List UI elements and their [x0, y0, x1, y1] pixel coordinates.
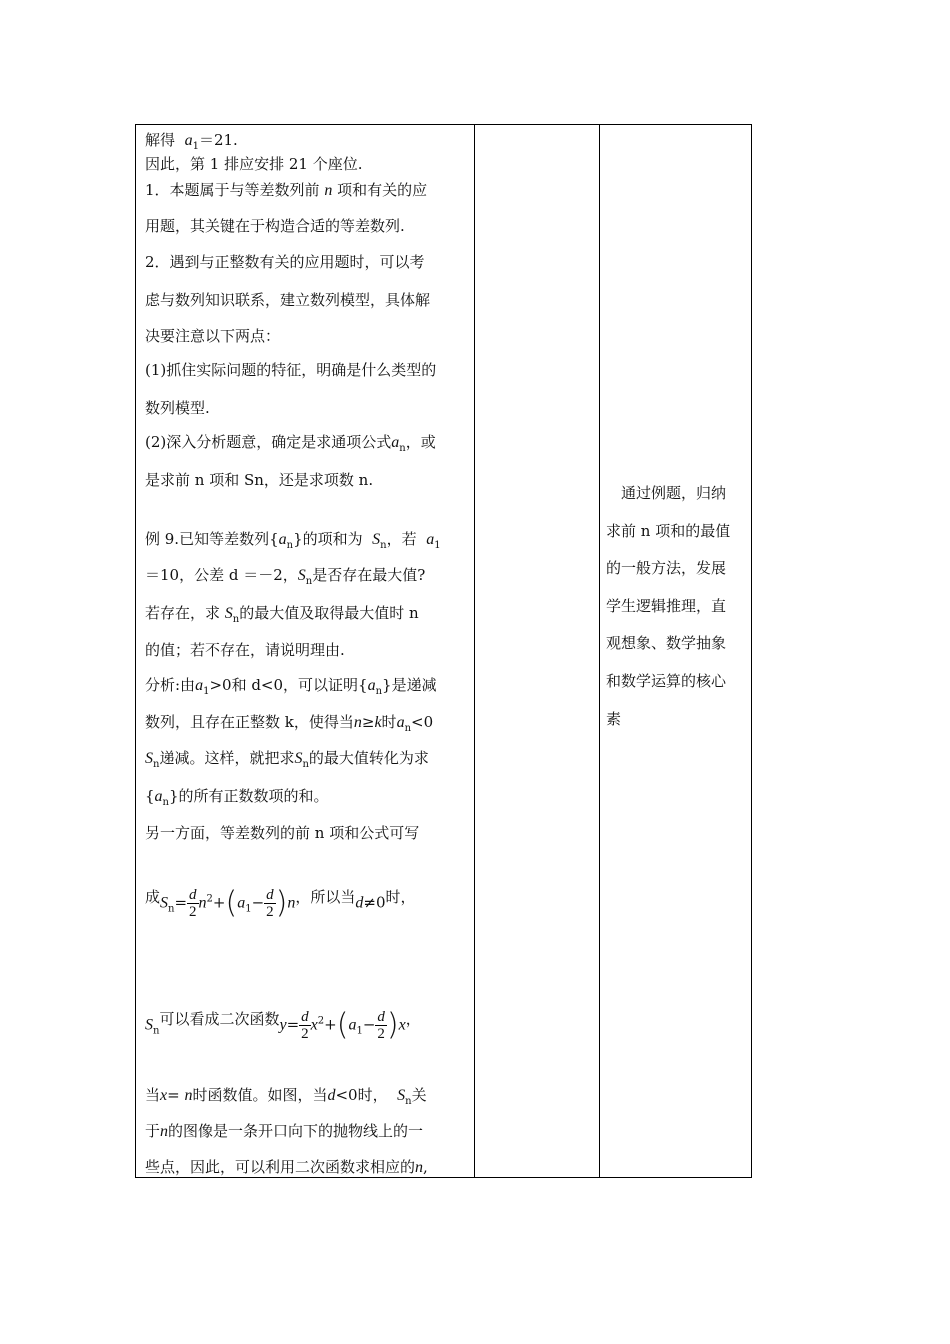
- line-point2: (2)深入分析题意，确定是求通项公式$a_n$，或: [145, 433, 436, 454]
- line-graph-note-cont2: 些点，因此，可以利用二次函数求相应的n,: [145, 1158, 428, 1176]
- design-intent-column: [606, 475, 748, 738]
- fraction-d-over-2: $\frac{d}{2}$: [189, 887, 197, 920]
- line-example9-cont1: ＝10，公差 d ＝－2，$S_n$是否存在最大值?: [145, 566, 426, 587]
- line-graph-note-cont1: 于n的图像是一条开口向下的抛物线上的一: [145, 1122, 424, 1140]
- line-conclusion: 因此，第 1 排应安排 21 个座位.: [145, 155, 363, 173]
- line-analysis-cont2: $S_n$递减。这样，就把求$S_n$的最大值转化为求: [145, 749, 429, 770]
- intent-line: 通过例题，归纳: [606, 484, 727, 502]
- fraction-d-over-2: $\frac{d}{2}$: [266, 887, 274, 920]
- line-note2-cont1: 虑与数列知识联系，建立数列模型，具体解: [145, 291, 431, 309]
- intent-line: 观想象、数学抽象: [606, 634, 727, 653]
- line-analysis-cont1: 数列，且存在正整数 k，使得当n≥k时$a_n<0$: [145, 713, 434, 734]
- line-example9-cont3: 的值；若不存在，请说明理由.: [145, 641, 345, 659]
- line-solution: 解得 $a_1=21$.: [145, 131, 238, 152]
- intent-line: 的一般方法，发展: [606, 559, 727, 578]
- column-divider-1: [474, 125, 475, 1177]
- line-example9: 例 9.已知等差数列$\{a_n\}$的项和为 $S_n$，若 $a_1$: [145, 530, 441, 551]
- line-point1-cont: 数列模型.: [145, 399, 210, 417]
- intent-line: 求前 n 项和的最值: [606, 521, 731, 540]
- line-sum-formula: 成$S_n=$ $\frac{d}{2}$ $n^2+(a_1-$ $\frac{d}{2}$ )n，所以当d≠0时，: [145, 885, 416, 921]
- intent-line: 学生逻辑推理，直: [606, 596, 727, 615]
- line-note1: 1．本题属于与等差数列前 n 项和有关的应: [145, 181, 428, 199]
- line-note1-cont: 用题，其关键在于构造合适的等差数列.: [145, 217, 405, 235]
- line-graph-note: 当x= n时函数值。如图，当d<0时， $S_n$关: [145, 1086, 427, 1107]
- line-note2: 2．遇到与正整数有关的应用题时，可以考: [145, 253, 425, 271]
- line-note2-cont2: 决要注意以下两点：: [145, 327, 281, 345]
- line-analysis-cont3: $\{a_n\}$的所有正数数项的和。: [145, 787, 329, 808]
- line-point2-cont: 是求前 n 项和 Sn，还是求项数 n.: [145, 471, 374, 489]
- column-divider-2: [599, 125, 600, 1177]
- fraction-d-over-2: $\frac{d}{2}$: [377, 1009, 385, 1042]
- intent-line: 和数学运算的核心: [606, 671, 727, 690]
- intent-line: 素: [606, 709, 622, 728]
- line-analysis: 分析:由$a_1>0$和 d<0，可以证明$\{a_n\}$是递减: [145, 676, 437, 697]
- line-sum-formula-intro: 另一方面，等差数列的前 n 项和公式可写: [145, 824, 420, 842]
- line-example9-cont2: 若存在，求 $S_n$的最大值及取得最大值时 n: [145, 604, 419, 625]
- fraction-d-over-2: $\frac{d}{2}$: [301, 1009, 309, 1042]
- lesson-plan-table: [135, 124, 752, 1178]
- line-quadratic: $S_n$可以看成二次函数y= $\frac{d}{2}$ $x^2+(a_1-$ $\frac{d}{2}$ )x，: [145, 1007, 421, 1043]
- line-point1: (1)抓住实际问题的特征，明确是什么类型的: [145, 361, 437, 379]
